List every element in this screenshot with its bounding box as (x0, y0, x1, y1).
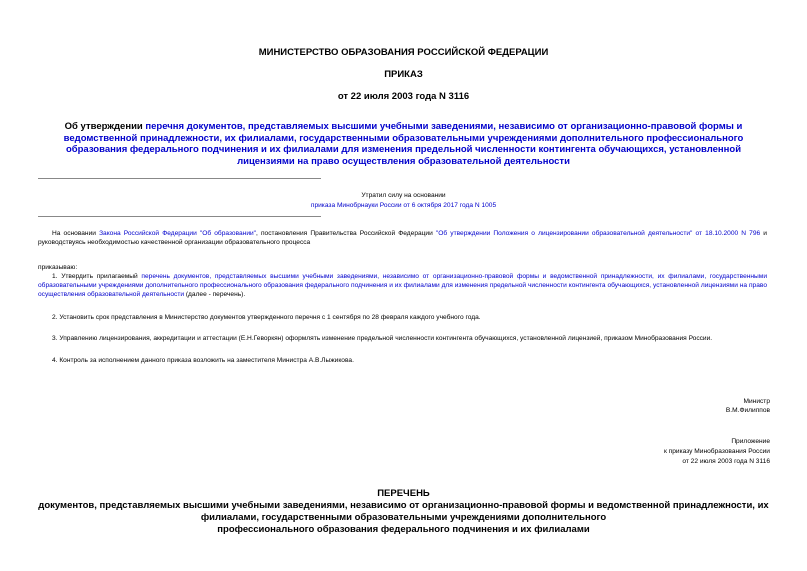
appendix-date: от 22 июля 2003 года N 3116 (682, 458, 770, 465)
title-prefix: Об утверждении (64, 121, 146, 132)
preamble-paragraph (38, 229, 767, 247)
ministry-heading: МИНИСТЕРСТВО ОБРАЗОВАНИЯ РОССИЙСКОЙ ФЕДЕРАЦИИ (258, 47, 549, 58)
preamble-text-1: На основании (52, 230, 100, 237)
order-item-3: 3. Управлению лицензирования, аккредитации и аттестации (Е.Н.Геворкян) оформлять изменение предельной численности контингента обучающихся, установленной лицензией, приказом Минобразования России. (52, 335, 713, 342)
list-title-line-1: документов, представляемых высшими учебными заведениями, независимо от организационно-правовой формы и ведомственной принадлежности, их (38, 500, 769, 511)
title-link[interactable]: перечня документов, представляемых высшими учебными заведениями, независимо от организационно-правовой формы и ведомственной принадлежности, их филиалами, государственными образовательными учреждениями дополнительного профессионального образования федерального подчинения и их филиалами для изменения предельной численности контингента обучающихся, установленной лицензиями на право осуществления образовательной деятельности (63, 121, 744, 167)
order-item-2: 2. Установить срок представления в Министерство документов утвержденного перечня с 1 сентября по 28 февраля каждого учебного года. (52, 314, 481, 321)
regulation-link[interactable]: "Об утверждении Положения о лицензировании образовательной деятельности" от 18.10.2000 N 796 (435, 230, 761, 237)
law-link[interactable]: Закона Российской Федерации "Об образовании" (99, 230, 257, 237)
order-word: приказываю: (38, 264, 78, 271)
item-1-prefix: 1. Утвердить прилагаемый (52, 273, 142, 280)
divider-bottom (38, 216, 321, 217)
item-1-suffix: (далее - перечень). (184, 291, 246, 299)
status-note-text: Утратил силу на основании (361, 192, 446, 199)
appendix-reference: к приказу Минобразования России (663, 448, 770, 455)
appendix-label: Приложение (731, 438, 770, 445)
doc-type-heading: ПРИКАЗ (384, 69, 423, 80)
signature-position: Министр (743, 398, 770, 405)
divider-top (38, 178, 321, 179)
preamble-text-2: , постановления Правительства Российской Федерации (256, 230, 436, 237)
list-title-line-2: филиалами, государственными образовательными учреждениями дополнительного (200, 512, 607, 523)
signature-name: В.М.Филиппов (725, 407, 770, 414)
list-heading: ПЕРЕЧЕНЬ (377, 488, 430, 499)
order-item-1 (38, 272, 767, 300)
preamble-text-3: и руководствуясь необходимостью качественной организации образовательного процесса (38, 230, 767, 247)
list-title-line-3: профессионального образования федерального подчинения и их филиалами (217, 524, 590, 535)
list-link[interactable]: перечень документов, представляемых высшими учебными заведениями, независимо от организационно-правовой формы и ведомственной принадлежности, их филиалами, государственными образовательными учреждениями дополнительного профессионального образования федерального подчинения и их филиалами для изменения предельной численности контингента обучающихся, установленной лицензиями на право осуществления образовательной деятельности (38, 273, 767, 299)
document-title (40, 121, 767, 167)
date-number-heading: от 22 июля 2003 года N 3116 (337, 91, 470, 102)
status-note-link[interactable]: приказа Минобрнауки России от 6 октября 2017 года N 1005 (310, 202, 497, 209)
order-item-4: 4. Контроль за исполнением данного приказа возложить на заместителя Министра А.В.Лыжикова. (52, 357, 354, 364)
